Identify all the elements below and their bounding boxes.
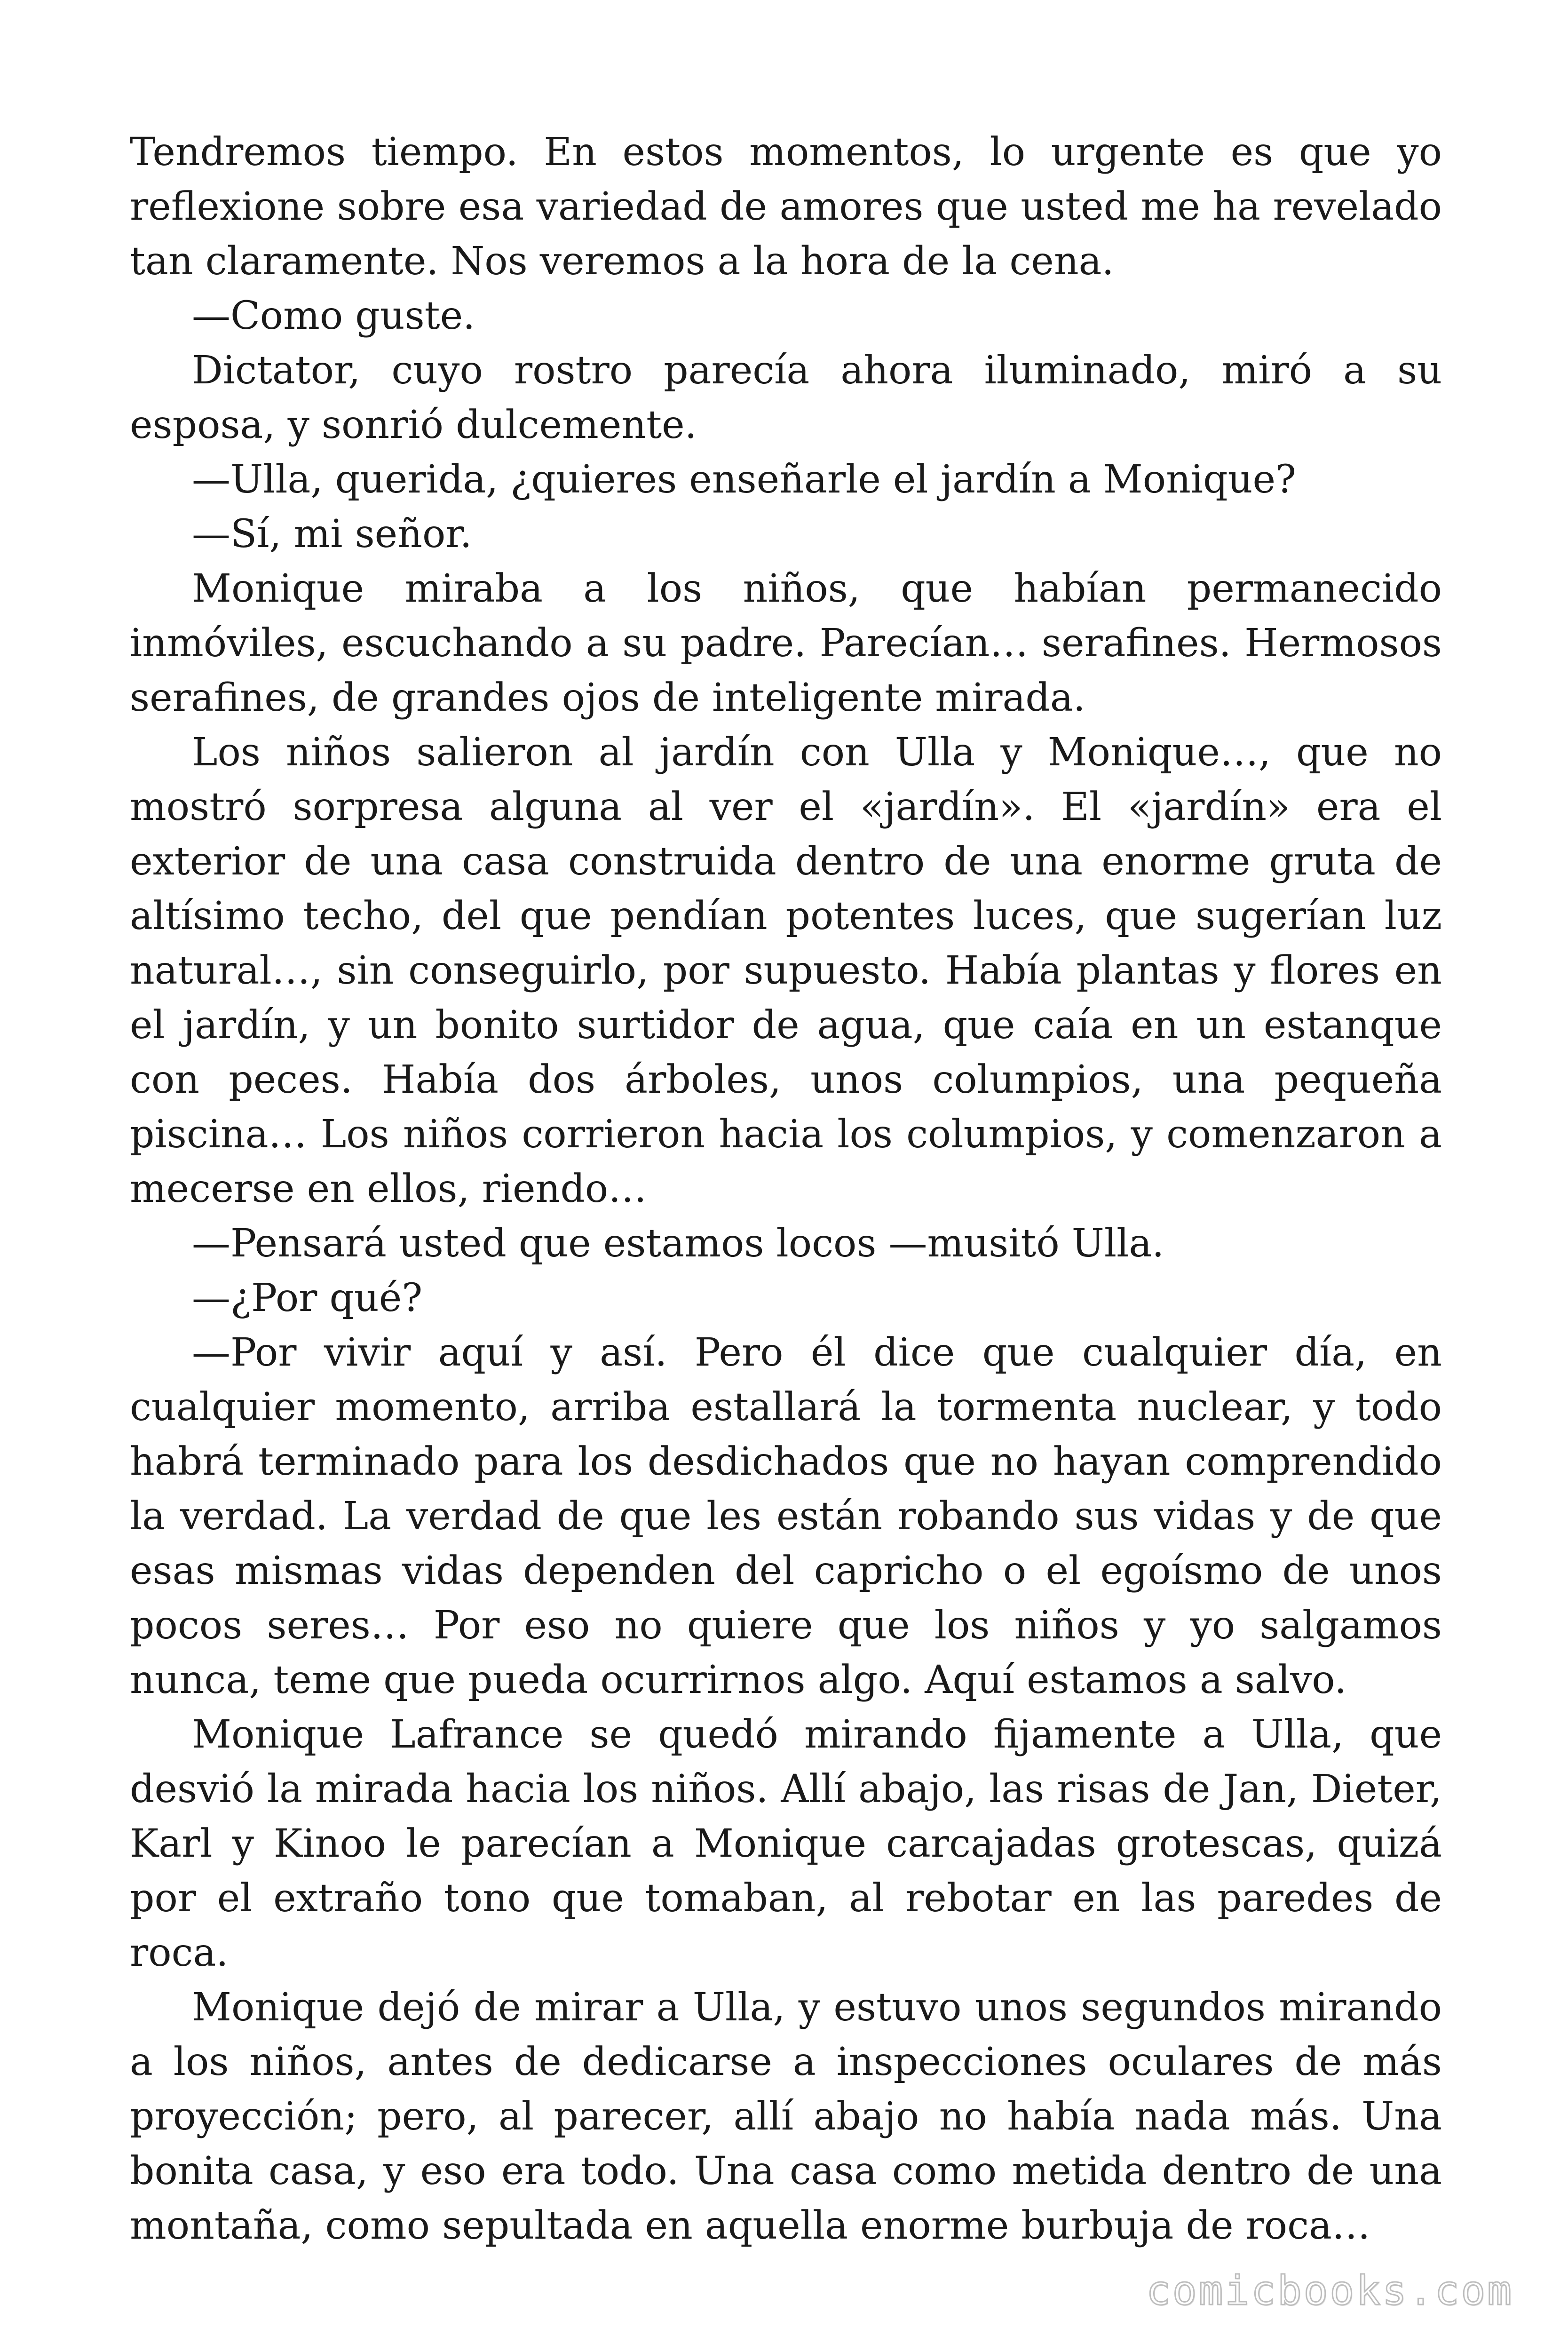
paragraph: —Por vivir aquí y así. Pero él dice que cualquier día, en cualquier momento, arriba estallará la tormenta nuclear, y todo habrá terminado para los desdichados que no hayan comprendido la verdad. La verdad de que les están robando sus vidas y de que esas mismas vidas dependen del capricho o el egoísmo de unos pocos seres… Por eso no quiere que los niños y yo salgamos nunca, teme que pueda ocurrirnos algo. Aquí estamos a salvo. (130, 1330, 1442, 1702)
book-page (130, 125, 1442, 2253)
paragraph: Monique miraba a los niños, que habían permanecido inmóviles, escuchando a su padre. Parecían… serafines. Hermosos serafines, de grandes ojos de inteligente mirada. (130, 566, 1442, 720)
watermark-text: comicbooks.com (1146, 2267, 1513, 2314)
paragraph: Monique Lafrance se quedó mirando fijamente a Ulla, que desvió la mirada hacia los niños. Allí abajo, las risas de Jan, Dieter, Karl y Kinoo le parecían a Monique carcajadas grotescas, quizá por el extraño tono que tomaban, al rebotar en las paredes de roca. (130, 1712, 1442, 1975)
paragraph: Monique dejó de mirar a Ulla, y estuvo unos segundos mirando a los niños, antes de dedicarse a inspecciones oculares de más proyección; pero, al parecer, allí abajo no había nada más. Una bonita casa, y eso era todo. Una casa como metida dentro de una montaña, como sepultada en aquella enorme burbuja de roca… (130, 1985, 1442, 2248)
paragraph: Dictator, cuyo rostro parecía ahora iluminado, miró a su esposa, y sonrió dulcemente. (130, 348, 1442, 447)
paragraph: —Como guste. (192, 294, 475, 338)
paragraph: —Sí, mi señor. (192, 512, 472, 556)
paragraph: Tendremos tiempo. En estos momentos, lo urgente es que yo reflexione sobre esa variedad de amores que usted me ha revelado tan claramente. Nos veremos a la hora de la cena. (130, 130, 1442, 284)
paragraph: —Ulla, querida, ¿quieres enseñarle el jardín a Monique? (192, 457, 1296, 502)
paragraph: Los niños salieron al jardín con Ulla y Monique…, que no mostró sorpresa alguna al ver el «jardín». El «jardín» era el exterior de una casa construida dentro de una enorme gruta de altísimo techo, del que pendían potentes luces, que sugerían luz natural…, sin conseguirlo, por supuesto. Había plantas y flores en el jardín, y un bonito surtidor de agua, que caía en un estanque con peces. Había dos árboles, unos columpios, una pequeña piscina… Los niños corrieron hacia los columpios, y comenzaron a mecerse en ellos, riendo… (130, 730, 1442, 1211)
paragraph: —¿Por qué? (192, 1276, 423, 1320)
paragraph: —Pensará usted que estamos locos —musitó Ulla. (192, 1221, 1164, 1266)
